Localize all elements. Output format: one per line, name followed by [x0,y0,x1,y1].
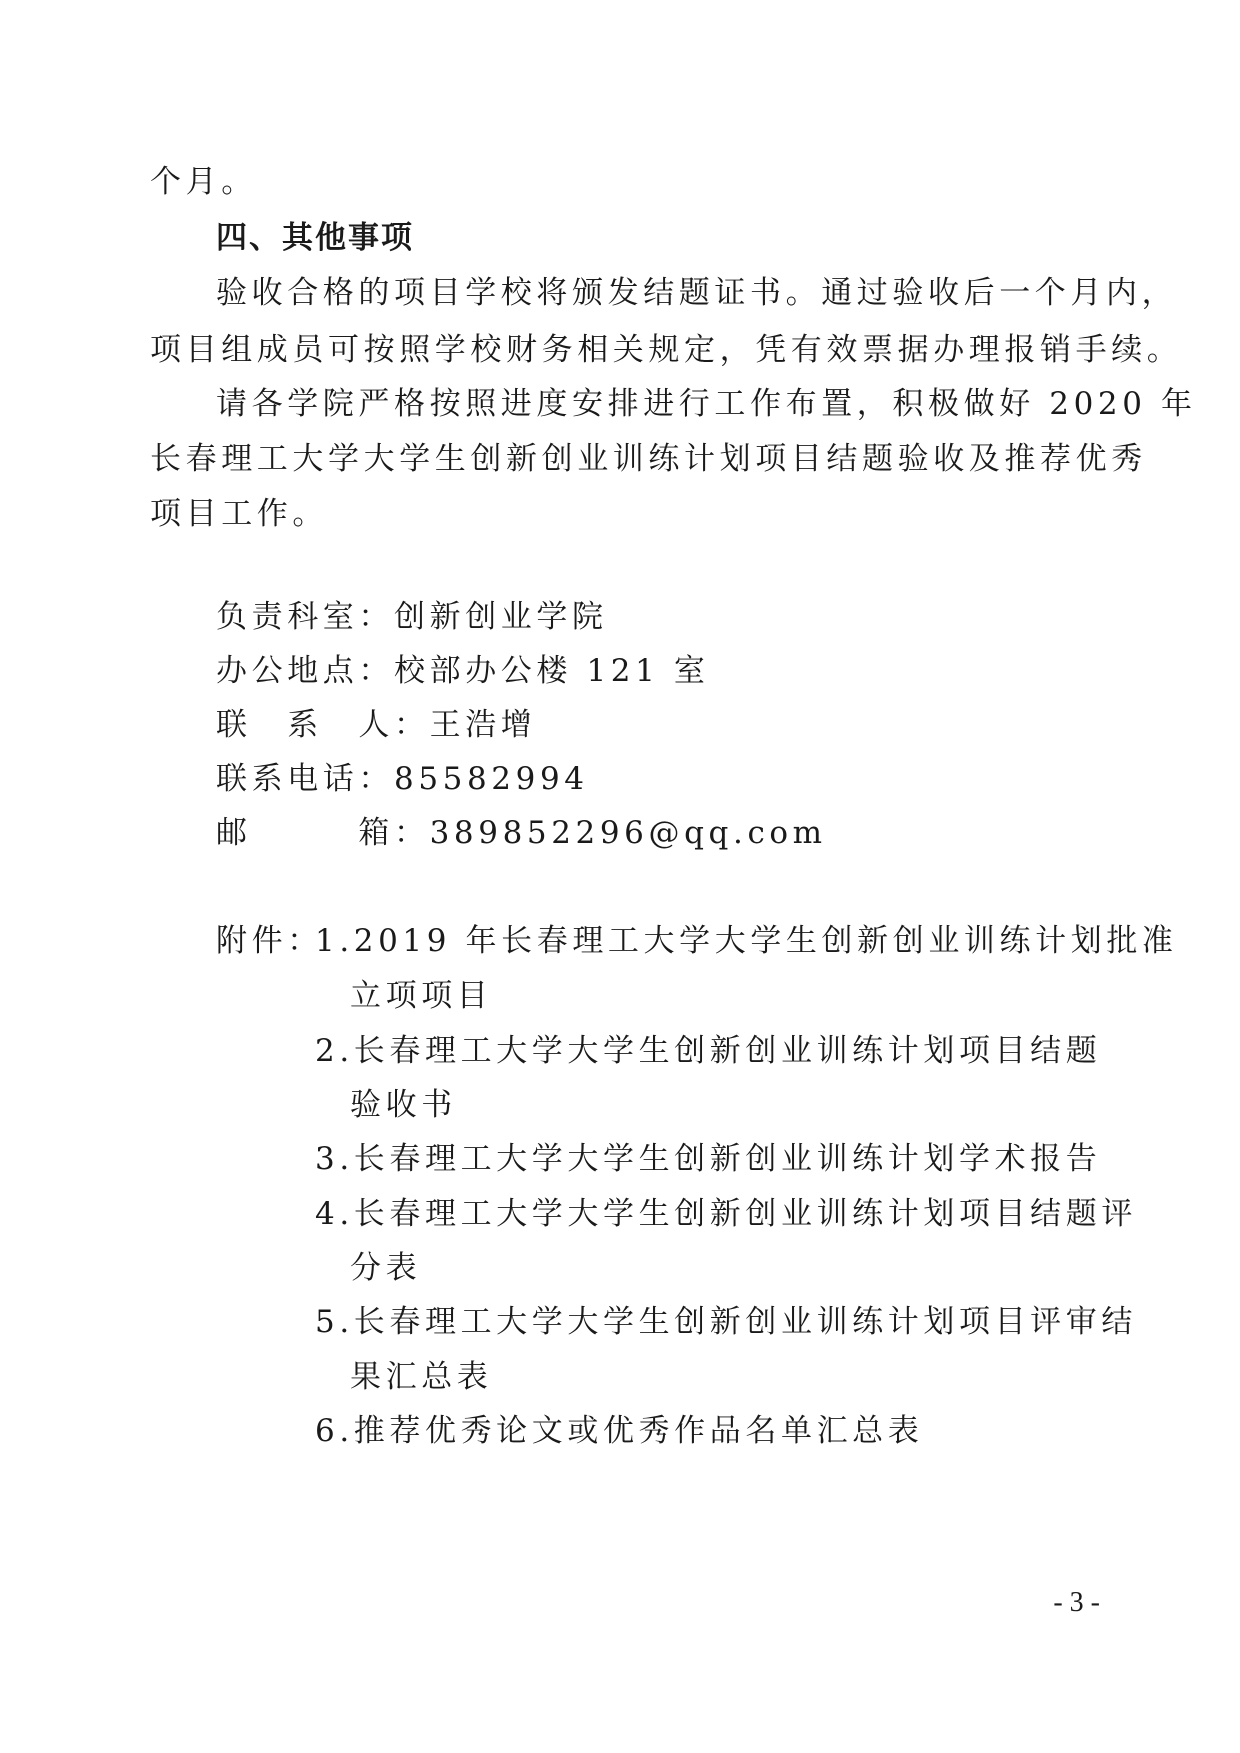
attachment-item-continued: 果汇总表 [350,1359,493,1395]
attachment-item: 3.长春理工大学大学生创新创业训练计划学术报告 [315,1141,1102,1177]
contact-email: 邮 箱：389852296@qq.com [216,815,827,851]
continued-text: 个月。 [150,164,257,200]
attachment-item: 5.长春理工大学大学生创新创业训练计划项目评审结 [315,1304,1137,1340]
attachment-item-continued: 分表 [350,1250,422,1286]
attachment-item: 2.长春理工大学大学生创新创业训练计划项目结题 [315,1033,1102,1069]
contact-phone: 联系电话：85582994 [216,761,589,797]
contact-office: 负责科室：创新创业学院 [216,599,608,635]
paragraph-line: 长春理工大学大学生创新创业训练计划项目结题验收及推荐优秀 [150,441,1147,477]
paragraph-line: 项目组成员可按照学校财务相关规定，凭有效票据办理报销手续。 [150,332,1183,368]
page-number: - 3 - [1053,1587,1100,1618]
attachment-item: 6.推荐优秀论文或优秀作品名单汇总表 [315,1413,924,1449]
attachment-item: 4.长春理工大学大学生创新创业训练计划项目结题评 [315,1196,1137,1232]
section-heading: 四、其他事项 [216,220,414,256]
paragraph-line: 请各学院严格按照进度安排进行工作布置，积极做好 2020 年 [216,386,1197,422]
attachments-label: 附件： [216,923,323,959]
contact-person: 联 系 人：王浩增 [216,707,537,743]
attachment-item-continued: 验收书 [350,1087,457,1123]
contact-location: 办公地点：校部办公楼 121 室 [216,653,710,689]
attachment-item-continued: 立项项目 [350,978,493,1014]
paragraph-line: 验收合格的项目学校将颁发结题证书。通过验收后一个月内， [216,275,1178,311]
attachment-item: 1.2019 年长春理工大学大学生创新创业训练计划批准 [315,923,1178,959]
paragraph-line: 项目工作。 [150,496,328,532]
